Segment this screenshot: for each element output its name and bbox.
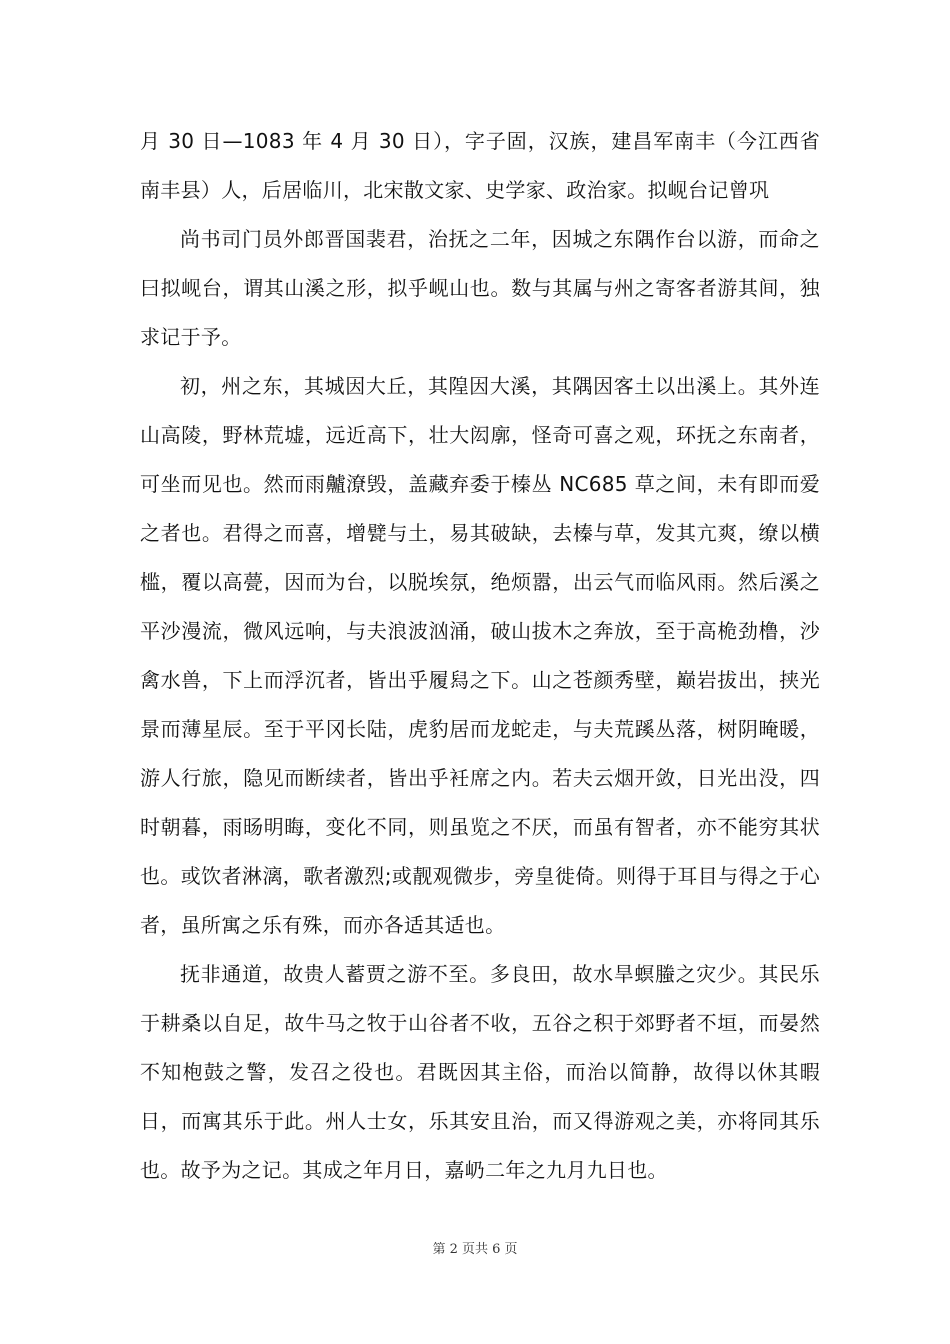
- page-number-footer: 第 2 页共 6 页: [432, 1242, 518, 1257]
- paragraph-scenery: 初，州之东，其城因大丘，其隍因大溪，其隅因客土以出溪上。其外连山高陵，野林荒墟，远近高下，壮大闳廓，怪奇可喜之观，环抚之东南者，可坐而见也。然而雨齇潦毁，盖藏弃委于榛丛 NC685 草之间，未有即而爱之者也。君得之而喜，增甓与土，易其破缺，去榛与草，发其亢爽，缭以横槛，覆以高甍，因而为台，以脱埃氛，绝烦嚣，出云气而临风雨。然后溪之平沙漫流，微风远响，与夫浪波汹涌，破山拔木之奔放，至于高桅劲橹，沙禽水兽，下上而浮沉者，皆出乎履舄之下。山之苍颜秀壁，巅岩拔出，挟光景而薄星辰。至于平冈长陆，虎豹居而龙蛇走，与夫荒蹊丛落，树阴晻暖，游人行旅，隐见而断续者，皆出乎衽席之内。若夫云烟开敛，日光出没，四时朝暮，雨旸明晦，变化不同，则虽览之不厌，而虽有智者，亦不能穷其状也。或饮者淋漓，歌者激烈;或靓观微步，旁皇徙倚。则得于耳目与得之于心者，虽所寓之乐有殊，而亦各适其适也。: [140, 374, 820, 937]
- paragraph-conclusion: 抚非通道，故贵人蓄贾之游不至。多良田，故水旱螟螣之灾少。其民乐于耕桑以自足，故牛马之牧于山谷者不收，五谷之积于郊野者不垣，而晏然不知枹鼓之警，发召之役也。君既因其主俗，而治以简静，故得以休其暇日，而寓其乐于此。州人士女，乐其安且治，而又得游观之美，亦将同其乐也。故予为之记。其成之年月日，嘉屷二年之九月九日也。: [140, 962, 820, 1182]
- paragraph-bio: 月 30 日—1083 年 4 月 30 日），字子固，汉族，建昌军南丰（今江西省南丰县）人，后居临川，北宋散文家、史学家、政治家。拟岘台记曾巩: [140, 129, 820, 202]
- document-body: [140, 117, 820, 1195]
- paragraph-intro: 尚书司门员外郎晋国裴君，治抚之二年，因城之东隅作台以游，而命之曰拟岘台，谓其山溪之形，拟乎岘山也。数与其属与州之寄客者游其间，独求记于予。: [140, 227, 820, 349]
